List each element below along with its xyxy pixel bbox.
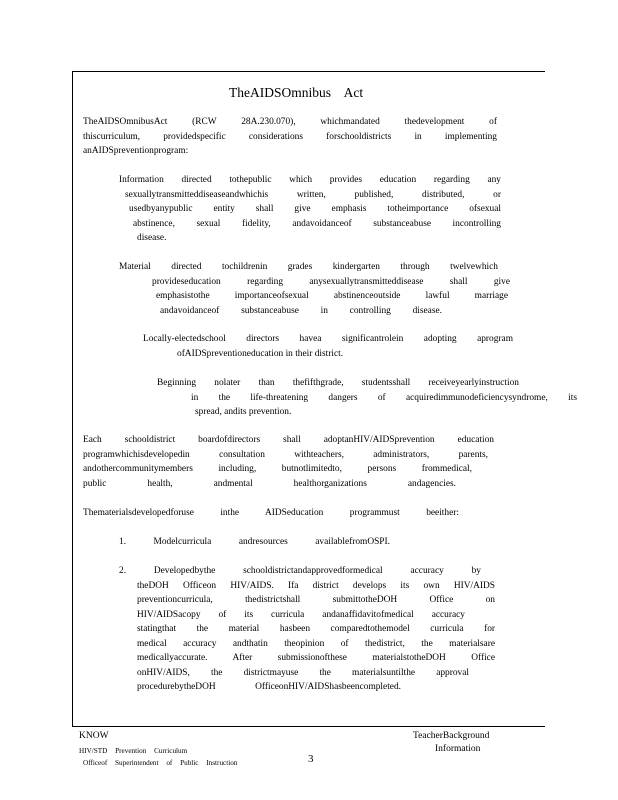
intro-line: thiscurriculum, providedspecific considerations forschooldistricts in implementing (83, 131, 497, 142)
quote-line: Information directed tothepublic which provides education regarding any (119, 175, 501, 185)
paragraph-line: programwhichisdevelopedin consultation withteachers, administrators, parents, (83, 449, 488, 460)
quote-line: spread, andits prevention. (195, 407, 292, 417)
district-paragraph (83, 433, 494, 491)
top-border (72, 71, 545, 72)
quote-line: emphasistothe importanceofsexual abstinenceoutside lawful marriage (156, 291, 508, 301)
quote-line: abstinence, sexual fidelity, andavoidanceof substanceabuse incontrolling (133, 218, 501, 229)
paragraph-line: Each schooldistrict boardofdirectors shall adoptanHIV/AIDSprevention education (83, 435, 494, 445)
intro-paragraph (83, 115, 497, 159)
quote-line: sexuallytransmitteddiseaseandwhichis written, published, distributed, or (125, 189, 501, 200)
quote-line: usedbyanypublic entity shall give emphasis totheimportance ofsexual (129, 204, 501, 214)
list-item-2 (119, 564, 495, 695)
list-line: 1. Modelcurricula andresources availablefromOSPI. (119, 537, 390, 547)
footer-office: Officeof Superintendent of Public Instruction (83, 759, 238, 767)
list-item-1 (119, 535, 390, 550)
list-line: procedurebytheDOH OfficeonHIV/AIDShasbeencompleted. (137, 682, 401, 692)
quote-block-1 (119, 173, 501, 246)
list-line: theDOH Officeon HIV/AIDS. Ifa district develops its own HIV/AIDS (137, 580, 495, 591)
quote-block-4 (157, 376, 577, 420)
quote-block-3 (143, 332, 513, 361)
footer-know: KNOW (79, 731, 109, 741)
list-line: statingthat the material hasbeen comparedtothemodel curricula for (137, 624, 495, 634)
list-line: medical accuracy andthatin theopinion of thedistrict, the materialsare (137, 638, 495, 649)
quote-line: andavoidanceof substanceabuse in controlling disease. (160, 305, 442, 316)
bottom-border (72, 726, 545, 727)
footer-teacher-background: TeacherBackground (413, 731, 490, 741)
paragraph-line: andothercommunitymembers including, butnotlimitedto, persons frommedical, (83, 464, 472, 474)
quote-line: provideseducation regarding anysexuallytransmitteddisease shall give (152, 276, 510, 287)
list-line: preventioncurricula, thedistrictshall submittotheDOH Office on (137, 595, 495, 605)
quote-block-2 (119, 260, 510, 318)
paragraph-line: Thematerialsdevelopedforuse inthe AIDSeducation programmust beeither: (83, 508, 459, 518)
list-line: 2. Developedbythe schooldistrictandapprovedformedical accuracy by (119, 566, 481, 576)
quote-line: ofAIDSpreventioneducation in their district. (177, 348, 344, 359)
quote-line: disease. (137, 233, 167, 243)
quote-line: in the life-threatening dangers of acquiredimmunodeficiencysyndrome, its (191, 392, 577, 403)
left-border (72, 71, 73, 727)
quote-line: Locally-electedschool directors havea significantrolein adopting aprogram (143, 334, 513, 344)
list-line: onHIV/AIDS, the districtmayuse the materialsuntilthe approval (137, 667, 469, 678)
quote-line: Beginning nolater than thefifthgrade, studentsshall receiveyearlyinstruction (157, 378, 519, 388)
list-line: HIV/AIDSacopy of its curricula andanaffidavitofmedical accuracy (137, 609, 465, 620)
materials-paragraph (83, 506, 459, 521)
list-line: medicallyaccurate. After submissionofthese materialstotheDOH Office (137, 653, 495, 663)
paragraph-line: public health, andmental healthorganizations andagencies. (83, 478, 456, 489)
intro-line: anAIDSpreventionprogram: (83, 146, 189, 156)
page-number: 3 (308, 753, 314, 765)
page-title: TheAIDSOmnibus Act (229, 85, 364, 100)
footer-curriculum: HIV/STD Prevention Curriculum (79, 747, 188, 755)
intro-line: TheAIDSOmnibusAct (RCW 28A.230.070), whichmandated thedevelopment of (83, 117, 497, 127)
footer-information: Information (435, 744, 481, 754)
quote-line: Material directed tochildrenin grades kindergarten through twelvewhich (119, 262, 498, 272)
